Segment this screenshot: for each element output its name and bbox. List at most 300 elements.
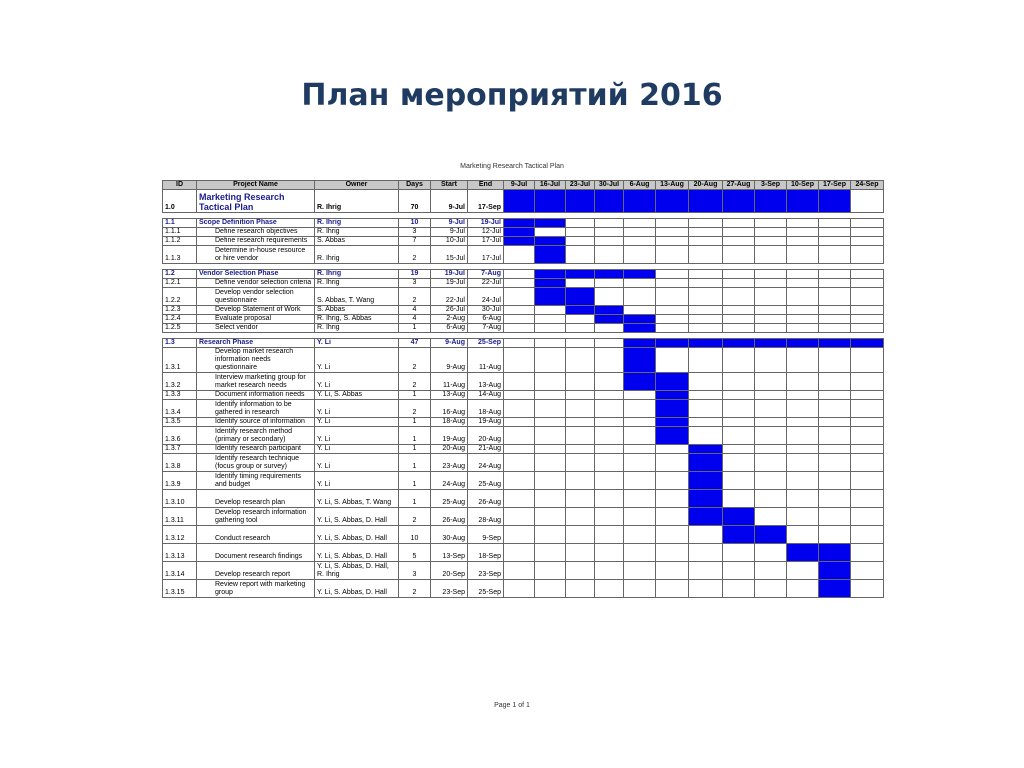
gantt-bar-cell [689, 508, 723, 526]
gantt-cell [595, 562, 624, 580]
owner-cell: Y. Li, S. Abbas, T. Wang [315, 490, 399, 508]
task-row [163, 237, 884, 246]
owner-cell: R. Ihrig [315, 246, 399, 264]
gantt-cell [566, 348, 595, 373]
end-cell: 17-Sep [468, 190, 504, 213]
gantt-cell [819, 288, 851, 306]
week-header: 27-Aug [723, 181, 755, 190]
gantt-cell [504, 306, 535, 315]
project-name-cell: Vendor Selection Phase [197, 270, 315, 279]
gantt-cell [689, 288, 723, 306]
gantt-cell [595, 339, 624, 348]
gantt-cell [535, 324, 566, 333]
days-cell: 10 [399, 526, 431, 544]
id-cell: 1.3.14 [163, 562, 197, 580]
start-cell: 26-Jul [431, 306, 468, 315]
project-name-cell: Develop market research information needs questionnaire [197, 348, 315, 373]
gantt-cell [819, 508, 851, 526]
owner-cell: Y. Li, S. Abbas [315, 391, 399, 400]
task-row [163, 306, 884, 315]
gantt-cell [755, 306, 787, 315]
gantt-bar-cell [535, 288, 566, 306]
page-footer: Page 1 of 1 [494, 702, 530, 709]
gantt-cell [535, 373, 566, 391]
gantt-cell [689, 348, 723, 373]
gantt-bar-cell [689, 472, 723, 490]
gantt-cell [595, 418, 624, 427]
gantt-cell [595, 391, 624, 400]
id-cell: 1.3.6 [163, 427, 197, 445]
gantt-cell [566, 580, 595, 598]
gantt-cell [851, 472, 884, 490]
gantt-cell [656, 219, 689, 228]
project-name-cell: Evaluate proposal [197, 315, 315, 324]
gantt-cell [689, 418, 723, 427]
days-cell: 1 [399, 391, 431, 400]
end-cell: 28-Aug [468, 508, 504, 526]
gantt-cell [851, 190, 884, 213]
start-cell: 13-Aug [431, 391, 468, 400]
start-cell: 18-Aug [431, 418, 468, 427]
gantt-cell [787, 373, 819, 391]
sheet-title: Marketing Research Tactical Plan [460, 163, 564, 170]
gantt-cell [755, 445, 787, 454]
gantt-cell [723, 279, 755, 288]
gantt-cell [723, 580, 755, 598]
gantt-cell [689, 562, 723, 580]
week-header: 3-Sep [755, 181, 787, 190]
gantt-cell [851, 228, 884, 237]
gantt-cell [819, 427, 851, 445]
gantt-bar-cell [624, 348, 656, 373]
gantt-cell [595, 228, 624, 237]
gantt-cell [624, 288, 656, 306]
id-cell: 1.3.11 [163, 508, 197, 526]
gantt-cell [819, 315, 851, 324]
gantt-cell [595, 288, 624, 306]
gantt-bar-cell [787, 190, 819, 213]
id-cell: 1.1 [163, 219, 197, 228]
gantt-bar-cell [535, 190, 566, 213]
days-cell: 3 [399, 279, 431, 288]
gantt-bar-cell [723, 190, 755, 213]
days-cell: 3 [399, 228, 431, 237]
gantt-cell [723, 348, 755, 373]
gantt-cell [595, 445, 624, 454]
gantt-cell [656, 288, 689, 306]
gantt-cell [819, 391, 851, 400]
gantt-cell [689, 544, 723, 562]
project-row [163, 190, 884, 213]
gantt-bar-cell [595, 306, 624, 315]
task-row [163, 562, 884, 580]
gantt-cell [566, 228, 595, 237]
gantt-cell [504, 324, 535, 333]
task-row [163, 288, 884, 306]
end-cell: 23-Sep [468, 562, 504, 580]
gantt-bar-cell [689, 454, 723, 472]
gantt-cell [504, 246, 535, 264]
start-cell: 9-Aug [431, 339, 468, 348]
gantt-cell [595, 246, 624, 264]
gantt-cell [787, 348, 819, 373]
gantt-bar-cell [787, 339, 819, 348]
gantt-cell [851, 445, 884, 454]
end-cell: 18-Sep [468, 544, 504, 562]
gantt-cell [566, 339, 595, 348]
owner-cell: Y. Li [315, 418, 399, 427]
gantt-cell [851, 324, 884, 333]
gantt-bar-cell [656, 339, 689, 348]
gantt-cell [504, 279, 535, 288]
task-row [163, 315, 884, 324]
gantt-cell [819, 237, 851, 246]
gantt-cell [851, 373, 884, 391]
start-cell: 11-Aug [431, 373, 468, 391]
gantt-cell [819, 418, 851, 427]
project-name-cell: Identify timing requirements and budget [197, 472, 315, 490]
gantt-cell [723, 306, 755, 315]
gantt-cell [504, 472, 535, 490]
end-cell: 17-Jul [468, 246, 504, 264]
gantt-cell [595, 472, 624, 490]
gantt-cell [656, 445, 689, 454]
gantt-cell [566, 324, 595, 333]
gantt-cell [595, 373, 624, 391]
gantt-bar-cell [624, 315, 656, 324]
gantt-cell [755, 400, 787, 418]
gantt-cell [566, 391, 595, 400]
project-name-cell: Research Phase [197, 339, 315, 348]
project-name-cell: Identify research method (primary or secondary) [197, 427, 315, 445]
owner-cell: Y. Li, S. Abbas, D. Hall [315, 526, 399, 544]
gantt-bar-cell [566, 270, 595, 279]
gantt-cell [656, 237, 689, 246]
days-cell: 4 [399, 315, 431, 324]
col-header-end: End [468, 181, 504, 190]
id-cell: 1.2.5 [163, 324, 197, 333]
week-header: 24-Sep [851, 181, 884, 190]
gantt-cell [819, 490, 851, 508]
gantt-bar-cell [723, 339, 755, 348]
gantt-cell [787, 508, 819, 526]
gantt-cell [689, 427, 723, 445]
days-cell: 70 [399, 190, 431, 213]
gantt-bar-cell [819, 190, 851, 213]
gantt-cell [723, 472, 755, 490]
gantt-cell [723, 418, 755, 427]
project-name-cell: Define research requirements [197, 237, 315, 246]
gantt-cell [755, 544, 787, 562]
task-row [163, 544, 884, 562]
start-cell: 9-Jul [431, 190, 468, 213]
gantt-cell [566, 526, 595, 544]
slide-title: План мероприятий 2016 [301, 78, 723, 113]
gantt-bar-cell [566, 288, 595, 306]
gantt-cell [624, 580, 656, 598]
gantt-cell [595, 279, 624, 288]
owner-cell: Y. Li [315, 400, 399, 418]
end-cell: 12-Jul [468, 228, 504, 237]
gantt-cell [535, 562, 566, 580]
gantt-cell [595, 400, 624, 418]
week-header: 10-Sep [787, 181, 819, 190]
gantt-cell [566, 508, 595, 526]
days-cell: 2 [399, 373, 431, 391]
gantt-bar-cell [656, 391, 689, 400]
gantt-cell [656, 324, 689, 333]
days-cell: 1 [399, 418, 431, 427]
gantt-cell [624, 279, 656, 288]
gantt-cell [819, 219, 851, 228]
gantt-cell [723, 373, 755, 391]
project-name-cell: Document information needs [197, 391, 315, 400]
gantt-cell [504, 348, 535, 373]
days-cell: 47 [399, 339, 431, 348]
gantt-cell [535, 490, 566, 508]
task-row [163, 246, 884, 264]
project-name-cell: Define vendor selection criteria [197, 279, 315, 288]
gantt-cell [851, 288, 884, 306]
gantt-cell [504, 544, 535, 562]
days-cell: 1 [399, 472, 431, 490]
gantt-cell [566, 400, 595, 418]
gantt-bar-cell [656, 373, 689, 391]
gantt-bar-cell [819, 580, 851, 598]
phase-row [163, 219, 884, 228]
id-cell: 1.3.12 [163, 526, 197, 544]
gantt-cell [689, 373, 723, 391]
gantt-cell [504, 315, 535, 324]
gantt-cell [689, 400, 723, 418]
days-cell: 2 [399, 348, 431, 373]
end-cell: 22-Jul [468, 279, 504, 288]
id-cell: 1.3.10 [163, 490, 197, 508]
end-cell: 19-Aug [468, 418, 504, 427]
owner-cell: Y. Li, S. Abbas, D. Hall [315, 508, 399, 526]
gantt-cell [656, 348, 689, 373]
gantt-cell [787, 306, 819, 315]
end-cell: 30-Jul [468, 306, 504, 315]
gantt-cell [624, 472, 656, 490]
gantt-cell [787, 490, 819, 508]
gantt-cell [819, 472, 851, 490]
task-row [163, 324, 884, 333]
owner-cell: R. Ihrig [315, 279, 399, 288]
gantt-body [163, 190, 884, 598]
days-cell: 2 [399, 288, 431, 306]
gantt-cell [504, 373, 535, 391]
gantt-cell [595, 526, 624, 544]
gantt-cell [595, 580, 624, 598]
project-name-cell: Develop Statement of Work [197, 306, 315, 315]
gantt-cell [851, 544, 884, 562]
id-cell: 1.3.9 [163, 472, 197, 490]
gantt-cell [566, 237, 595, 246]
gantt-cell [595, 348, 624, 373]
project-name-cell: Conduct research [197, 526, 315, 544]
week-header: 23-Jul [566, 181, 595, 190]
days-cell: 2 [399, 400, 431, 418]
id-cell: 1.2.3 [163, 306, 197, 315]
gantt-bar-cell [787, 544, 819, 562]
gantt-cell [624, 508, 656, 526]
week-header: 17-Sep [819, 181, 851, 190]
end-cell: 19-Jul [468, 219, 504, 228]
gantt-cell [819, 400, 851, 418]
task-row [163, 373, 884, 391]
owner-cell: R. Ihrig, S. Abbas [315, 315, 399, 324]
gantt-bar-cell [535, 270, 566, 279]
gantt-cell [787, 580, 819, 598]
task-row [163, 472, 884, 490]
owner-cell: Y. Li [315, 472, 399, 490]
week-header: 6-Aug [624, 181, 656, 190]
gantt-cell [851, 562, 884, 580]
gantt-cell [689, 526, 723, 544]
task-row [163, 228, 884, 237]
end-cell: 24-Aug [468, 454, 504, 472]
project-name-cell: Scope Definition Phase [197, 219, 315, 228]
phase-row [163, 270, 884, 279]
gantt-cell [851, 490, 884, 508]
gantt-cell [755, 580, 787, 598]
start-cell: 19-Aug [431, 427, 468, 445]
gantt-bar-cell [656, 427, 689, 445]
id-cell: 1.3.13 [163, 544, 197, 562]
days-cell: 1 [399, 490, 431, 508]
start-cell: 24-Aug [431, 472, 468, 490]
gantt-cell [723, 490, 755, 508]
gantt-cell [535, 472, 566, 490]
gantt-cell [851, 418, 884, 427]
gantt-cell [787, 454, 819, 472]
end-cell: 21-Aug [468, 445, 504, 454]
gantt-bar-cell [755, 190, 787, 213]
col-header-project-name: Project Name [197, 181, 315, 190]
gantt-bar-cell [595, 315, 624, 324]
start-cell: 25-Aug [431, 490, 468, 508]
gantt-cell [535, 348, 566, 373]
days-cell: 5 [399, 544, 431, 562]
gantt-cell [851, 219, 884, 228]
gantt-cell [535, 228, 566, 237]
gantt-cell [787, 472, 819, 490]
start-cell: 19-Jul [431, 279, 468, 288]
gantt-cell [755, 324, 787, 333]
gantt-cell [723, 228, 755, 237]
gantt-cell [656, 544, 689, 562]
gantt-cell [566, 279, 595, 288]
gantt-cell [535, 454, 566, 472]
id-cell: 1.2.2 [163, 288, 197, 306]
project-name-cell: Define research objectives [197, 228, 315, 237]
gantt-cell [595, 427, 624, 445]
col-header-owner: Owner [315, 181, 399, 190]
owner-cell: S. Abbas [315, 306, 399, 315]
gantt-cell [656, 490, 689, 508]
end-cell: 17-Jul [468, 237, 504, 246]
project-name-cell: Marketing Research Tactical Plan [197, 190, 315, 213]
gantt-bar-cell [624, 373, 656, 391]
gantt-bar-cell [504, 237, 535, 246]
gantt-bar-cell [755, 339, 787, 348]
gantt-cell [624, 454, 656, 472]
gantt-bar-cell [851, 339, 884, 348]
gantt-cell [595, 508, 624, 526]
gantt-cell [504, 270, 535, 279]
owner-cell: S. Abbas [315, 237, 399, 246]
gantt-cell [851, 391, 884, 400]
gantt-bar-cell [535, 246, 566, 264]
gantt-cell [787, 400, 819, 418]
gantt-bar-cell [566, 306, 595, 315]
gantt-cell [819, 373, 851, 391]
gantt-bar-cell [755, 526, 787, 544]
gantt-cell [755, 348, 787, 373]
gantt-cell [535, 526, 566, 544]
gantt-cell [787, 445, 819, 454]
start-cell: 23-Aug [431, 454, 468, 472]
gantt-bar-cell [656, 418, 689, 427]
gantt-cell [566, 454, 595, 472]
gantt-cell [566, 562, 595, 580]
gantt-cell [566, 427, 595, 445]
gantt-bar-cell [566, 190, 595, 213]
gantt-cell [755, 508, 787, 526]
gantt-cell [566, 373, 595, 391]
gantt-cell [656, 508, 689, 526]
task-row [163, 526, 884, 544]
id-cell: 1.3.4 [163, 400, 197, 418]
gantt-cell [535, 418, 566, 427]
gantt-cell [689, 279, 723, 288]
start-cell: 13-Sep [431, 544, 468, 562]
gantt-cell [723, 324, 755, 333]
gantt-cell [504, 508, 535, 526]
start-cell: 9-Jul [431, 219, 468, 228]
gantt-cell [656, 472, 689, 490]
id-cell: 1.3.1 [163, 348, 197, 373]
days-cell: 1 [399, 427, 431, 445]
start-cell: 9-Aug [431, 348, 468, 373]
gantt-cell [504, 580, 535, 598]
owner-cell: Y. Li [315, 373, 399, 391]
gantt-cell [656, 580, 689, 598]
gantt-cell [851, 508, 884, 526]
week-header: 13-Aug [656, 181, 689, 190]
gantt-cell [723, 246, 755, 264]
gantt-cell [755, 472, 787, 490]
col-header-id: ID [163, 181, 197, 190]
gantt-cell [755, 270, 787, 279]
gantt-cell [755, 228, 787, 237]
gantt-cell [787, 418, 819, 427]
days-cell: 1 [399, 454, 431, 472]
gantt-cell [755, 427, 787, 445]
gantt-cell [535, 391, 566, 400]
gantt-cell [656, 228, 689, 237]
gantt-cell [787, 237, 819, 246]
id-cell: 1.1.1 [163, 228, 197, 237]
gantt-cell [819, 445, 851, 454]
gantt-cell [755, 219, 787, 228]
gantt-cell [535, 445, 566, 454]
gantt-cell [624, 246, 656, 264]
owner-cell: Y. Li, S. Abbas, D. Hall, R. Ihrig [315, 562, 399, 580]
gantt-cell [787, 315, 819, 324]
gantt-bar-cell [624, 270, 656, 279]
